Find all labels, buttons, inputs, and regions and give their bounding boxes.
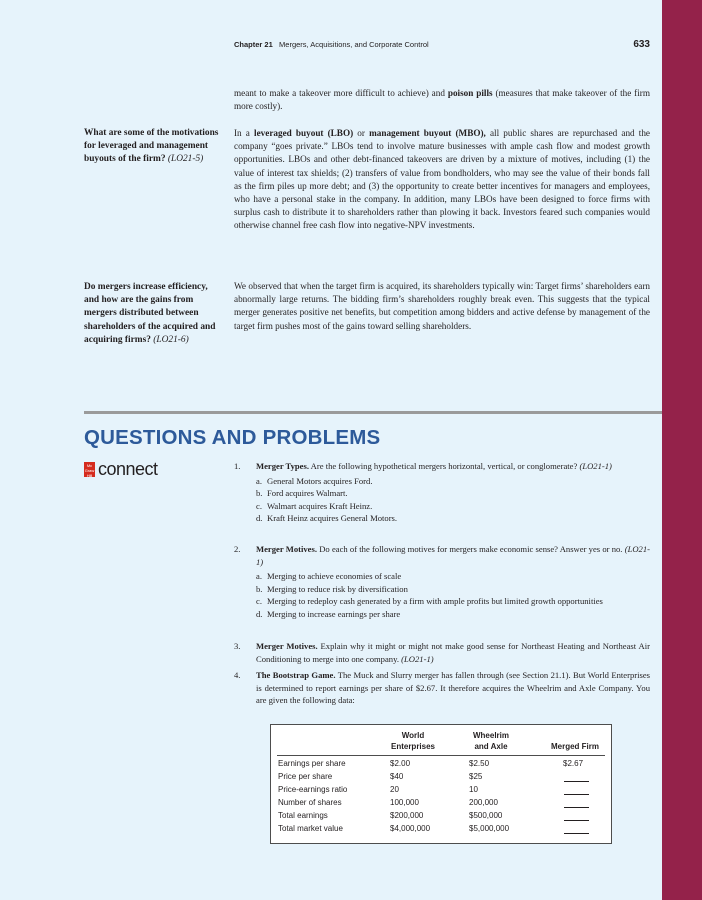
term-mbo: management buyout (MBO),	[369, 128, 486, 138]
term-lbo: leveraged buyout (LBO)	[254, 128, 354, 138]
column-header-line: and Axle	[474, 742, 508, 751]
cell-world: $40	[390, 772, 404, 781]
sub-letter: d.	[256, 513, 263, 524]
cell-wheelrim: 200,000	[469, 798, 498, 807]
sub-item	[256, 512, 650, 525]
lbo-paragraph	[234, 127, 650, 233]
column-header-merged: Merged Firm	[550, 742, 599, 751]
column-header-line: Wheelrim	[472, 731, 509, 740]
cell-world: $4,000,000	[390, 824, 431, 833]
problem-2	[234, 543, 650, 621]
sub-text: Merging to reduce risk by diversification	[267, 583, 408, 594]
lbo-text: In a	[234, 128, 255, 138]
row-label: Price-earnings ratio	[278, 785, 348, 794]
intro-text-end: (measures that make takeover of the firm more costly).	[234, 88, 650, 112]
problem-4	[234, 669, 650, 707]
row-label: Total earnings	[278, 811, 328, 820]
cell-wheelrim: $500,000	[469, 811, 503, 820]
lbo-text: all public shares are repurchased and the company “goes private.” LBOs tend to involve mature businesses with ample cash flow and modest growth opportunities. LBOs and other debt-financed takeovers are driven by a mixture of motives, including (1) the value of interest tax shields; (2) transfers of value from bondholders, who may see the value of their bonds fall as the firm piles up more debt; and (3) the opportunity to create better incentives for managers and employees, who have a personal stake in the company. In addition, many LBOs have been designed to force firms with surplus cash to distribute it to shareholders rather than plowing it back. Investors feared such companies would otherwise channel free cash flow into negative-NPV investments.	[234, 128, 651, 231]
problem-text: Are the following hypothetical mergers horizontal, vertical, or conglomerate?	[308, 461, 578, 471]
header-rule	[277, 755, 605, 756]
sub-letter: b.	[256, 583, 263, 594]
table-row	[271, 824, 611, 837]
side-question-lbo	[84, 127, 219, 167]
side-question-text: What are some of the motivations for leveraged and management buyouts of the firm?	[84, 128, 219, 165]
answer-blank[interactable]	[564, 798, 589, 808]
sub-item	[256, 500, 650, 513]
sub-text: Walmart acquires Kraft Heinz.	[267, 500, 373, 511]
row-label: Number of shares	[278, 798, 342, 807]
cell-wheelrim: $5,000,000	[469, 824, 510, 833]
cell-world: $2.00	[390, 759, 411, 768]
table-row	[271, 811, 611, 824]
sub-item	[256, 595, 650, 608]
problem-number: 4.	[234, 670, 241, 680]
problem-text: Do each of the following motives for mergers make economic sense? Answer yes or no.	[317, 544, 623, 554]
sub-text: Ford acquires Walmart.	[267, 488, 348, 499]
sub-letter: c.	[256, 500, 262, 511]
problem-text: The Muck and Slurry merger has fallen through (see Section 21.1). But World Enterprises is determined to report earnings per share of $2.67. It therefore acquires the Wheelrim and Axle Company. You are given the following data:	[256, 670, 650, 706]
problem-1	[234, 460, 650, 525]
table-row	[271, 785, 611, 798]
column-header-line: Enterprises	[390, 742, 436, 751]
lbo-text: or	[353, 128, 370, 138]
learning-objective: (LO21-1)	[256, 544, 651, 567]
sub-letter: b.	[256, 488, 263, 499]
problem-number: 1.	[234, 461, 241, 471]
learning-objective: (LO21-1)	[401, 653, 434, 664]
problem-text: Explain why it might or might not make good sense for Northeast Heating and Northeast Air Conditioning to merge into one company.	[256, 641, 651, 664]
intro-text: meant to make a takeover more difficult to achieve) and	[234, 88, 448, 98]
row-label: Earnings per share	[278, 759, 346, 768]
page-edge-band	[662, 0, 702, 900]
cell-world: $200,000	[390, 811, 424, 820]
sub-text: Kraft Heinz acquires General Motors.	[267, 513, 398, 524]
table-row	[271, 759, 611, 772]
cell-wheelrim: $25	[469, 772, 483, 781]
sub-letter: a.	[256, 571, 262, 582]
side-question-text: Do mergers increase efficiency, and how are the gains from mergers distributed between shareholders of the acquired and acquiring firms?	[84, 282, 216, 345]
section-divider	[84, 411, 662, 414]
problem-3	[234, 640, 650, 665]
sub-item	[256, 487, 650, 500]
sub-item	[256, 608, 650, 621]
chapter-label: Chapter 21	[234, 40, 273, 49]
learning-objective: (LO21-5)	[167, 154, 204, 165]
connect-logo	[84, 459, 158, 479]
gains-text: We observed that when the target firm is acquired, its shareholders typically win: Target firms’ shareholders earn abnormally large returns. The bidding firm’s shareholders roughly break even. This suggests that the typical merger generates positive net benefits, but competition among bidders and active defense by management of the target firm pushes most of the gains toward selling shareholders.	[234, 281, 650, 331]
column-header-wheelrim	[461, 730, 521, 752]
problem-title: Merger Motives.	[256, 641, 318, 651]
problem-title: Merger Motives.	[256, 544, 317, 554]
cell-merged: $2.67	[563, 759, 584, 768]
learning-objective: (LO21-1)	[579, 461, 612, 471]
problem-number: 2.	[234, 544, 241, 554]
sub-letter: c.	[256, 596, 262, 607]
page-number: 633	[633, 39, 650, 50]
merger-data-table	[270, 724, 612, 844]
sub-text: Merging to redeploy cash generated by a firm with ample profits but limited growth opportunities	[267, 596, 603, 607]
sub-letter: d.	[256, 608, 263, 619]
row-label: Total market value	[278, 824, 343, 833]
table-row	[271, 798, 611, 811]
column-header-line: World	[401, 731, 425, 740]
running-header	[234, 40, 650, 52]
sub-text: General Motors acquires Ford.	[267, 475, 373, 486]
sub-letter: a.	[256, 475, 262, 486]
cell-wheelrim: 10	[469, 785, 478, 794]
problem-title: The Bootstrap Game.	[256, 670, 336, 680]
table-row	[271, 772, 611, 785]
intro-term-poison-pills: poison pills	[447, 88, 493, 98]
answer-blank[interactable]	[564, 811, 589, 821]
problem-number: 3.	[234, 641, 241, 651]
questions-heading: QUESTIONS AND PROBLEMS	[84, 426, 381, 449]
sub-text: Merging to achieve economies of scale	[267, 571, 402, 582]
cell-world: 20	[390, 785, 399, 794]
sub-item	[256, 475, 650, 488]
sub-item	[256, 570, 650, 583]
answer-blank[interactable]	[564, 772, 589, 782]
mcgraw-hill-logo-icon: Mc Graw Hill	[84, 462, 95, 478]
learning-objective: (LO21-6)	[153, 334, 189, 345]
cell-wheelrim: $2.50	[469, 759, 490, 768]
column-header-world	[383, 730, 443, 752]
connect-wordmark: connect	[98, 458, 158, 479]
sub-text: Merging to increase earnings per share	[267, 608, 401, 619]
intro-paragraph	[234, 87, 650, 113]
gains-paragraph	[234, 280, 650, 333]
row-label: Price per share	[278, 772, 333, 781]
cell-world: 100,000	[390, 798, 419, 807]
sub-item	[256, 583, 650, 596]
answer-blank[interactable]	[564, 824, 589, 834]
chapter-title: Mergers, Acquisitions, and Corporate Control	[279, 40, 429, 49]
answer-blank[interactable]	[564, 785, 589, 795]
side-question-gains	[84, 281, 219, 347]
problem-title: Merger Types.	[256, 461, 309, 471]
